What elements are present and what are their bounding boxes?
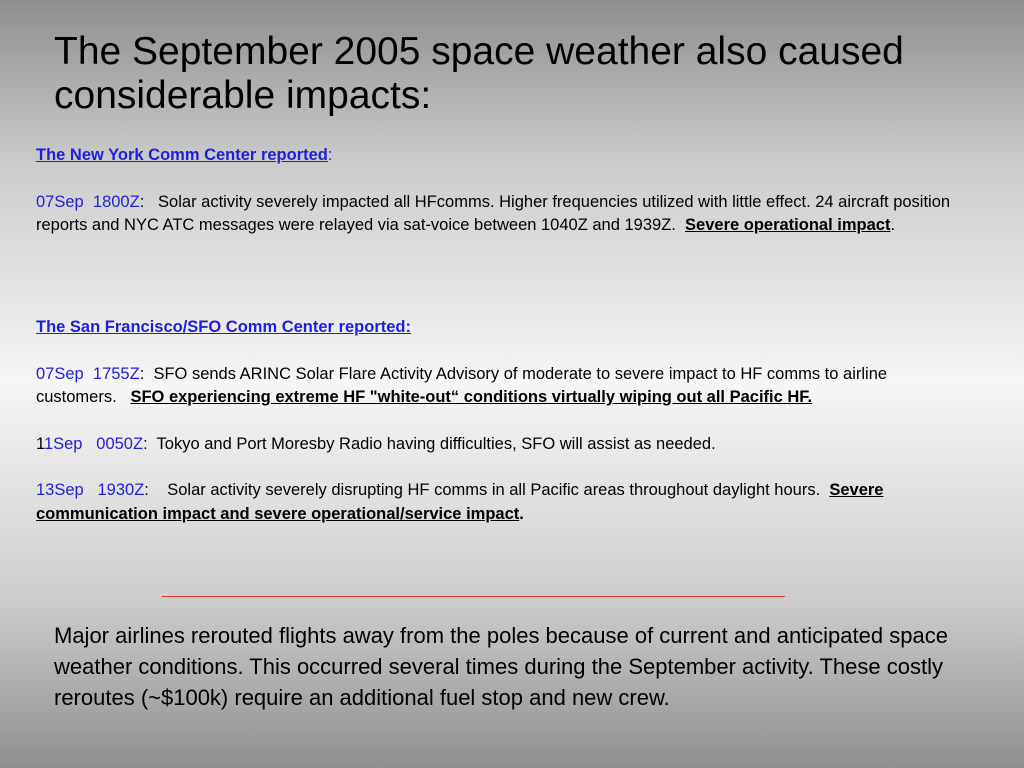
entry-time: 0050Z xyxy=(96,434,144,453)
entry-end: . xyxy=(519,504,524,523)
sfo-entry xyxy=(36,479,956,526)
sfo-heading xyxy=(36,316,956,340)
sfo-entry xyxy=(36,363,956,410)
entry-date-prefix: 1 xyxy=(36,434,44,453)
entry-sep: : xyxy=(144,481,149,499)
entry-emphasis: Severe communication impact and severe operational/service impact xyxy=(36,481,884,523)
entry-end: . xyxy=(890,216,896,234)
entry-text: Tokyo and Port Moresby Radio having difficulties, SFO will assist as needed. xyxy=(156,434,716,453)
ny-heading-text: The New York Comm Center reported xyxy=(36,146,328,164)
footer-paragraph: Major airlines rerouted flights away from the poles because of current and anticipated space weather conditions. This occurred several times during the September activity. These costly reroutes (~$100k) require an additional fuel stop and new crew. xyxy=(54,623,948,710)
entry-emphasis: Severe operational impact xyxy=(685,216,891,234)
entry-sep: : xyxy=(143,434,148,453)
ny-entry xyxy=(36,191,956,238)
entry-time: 1755Z xyxy=(92,364,140,383)
sfo-heading-text: The San Francisco/SFO Comm Center reported xyxy=(36,318,406,336)
entry-date: 07Sep xyxy=(36,192,84,211)
ny-heading-colon: : xyxy=(327,146,333,164)
sfo-entry xyxy=(36,433,956,457)
entry-text: Solar activity severely impacted all HFcomms. Higher frequencies utilized with little effect. 24 aircraft position reports and NYC ATC messages were relayed via sat-voice between 1040Z and 1939Z. xyxy=(36,192,951,234)
sfo-report xyxy=(36,316,956,526)
divider-line xyxy=(162,596,785,597)
entry-time: 1930Z xyxy=(97,481,145,499)
entry-text: Solar activity severely disrupting HF comms in all Pacific areas throughout daylight hours. xyxy=(167,481,821,499)
entry-date: 13Sep xyxy=(36,481,84,499)
page-title: The September 2005 space weather also caused considerable impacts: xyxy=(54,30,904,117)
entry-time: 1800Z xyxy=(92,192,140,211)
entry-date: 1Sep xyxy=(43,434,83,453)
entry-date: 07Sep xyxy=(36,364,84,383)
entry-emphasis: SFO experiencing extreme HF "white-out“ conditions virtually wiping out all Pacific HF. xyxy=(130,388,813,406)
sfo-heading-colon: : xyxy=(405,318,411,336)
entry-sep: : xyxy=(139,192,145,211)
entry-sep: : xyxy=(139,364,145,383)
ny-report xyxy=(36,144,956,238)
ny-heading xyxy=(36,144,956,168)
entry-text: SFO sends ARINC Solar Flare Activity Advisory of moderate to severe impact to HF comms to airline customers. xyxy=(36,364,888,406)
